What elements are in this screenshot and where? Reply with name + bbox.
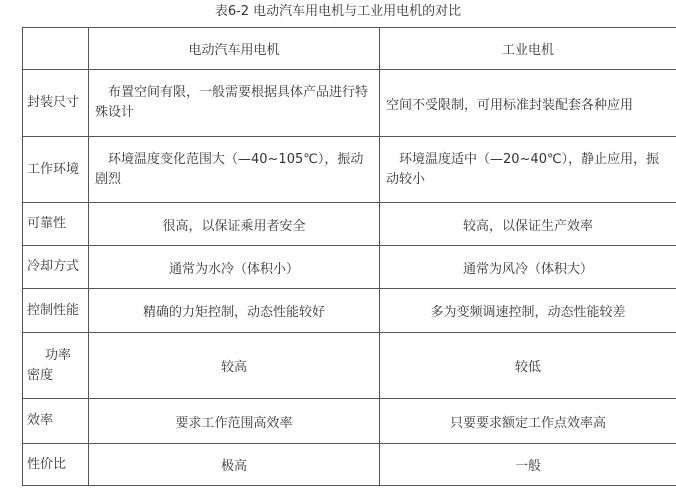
row-label-environment: 工作环境: [23, 137, 89, 203]
row-label-reliability: 可靠性: [23, 203, 89, 246]
cell-ev-reliability: 很高，以保证乘用者安全: [89, 203, 380, 246]
table-header-row: [23, 28, 676, 70]
cell-industrial-size: 空间不受限制，可用标准封装配套各种应用: [380, 70, 676, 137]
row-label-cooling: 冷却方式: [23, 246, 89, 289]
cell-ev-efficiency: 要求工作范围高效率: [89, 399, 380, 444]
cell-ev-cooling: 通常为水冷（体积小）: [89, 246, 380, 289]
table-row: [23, 399, 676, 444]
cell-ev-size: 布置空间有限，一般需要根据具体产品进行特殊设计: [89, 70, 380, 137]
table-row: [23, 203, 676, 246]
cell-industrial-power-density: 较低: [380, 333, 676, 399]
row-label-size: 封装尺寸: [23, 70, 89, 137]
cell-industrial-cooling: 通常为风冷（体积大）: [380, 246, 676, 289]
cell-industrial-environment: 环境温度适中（—20~40℃），静止应用，振动较小: [380, 137, 676, 203]
table-row: [23, 137, 676, 203]
row-label-power-density: [23, 333, 89, 399]
cell-ev-environment: 环境温度变化范围大（—40~105℃），振动剧烈: [89, 137, 380, 203]
cell-ev-power-density: 较高: [89, 333, 380, 399]
table-row: [23, 333, 676, 399]
header-ev-motor: 电动汽车用电机: [89, 28, 380, 70]
comparison-table: [22, 27, 676, 486]
row-label-efficiency: 效率: [23, 399, 89, 444]
row-label-cost-performance: 性价比: [23, 444, 89, 486]
table-row: [23, 70, 676, 137]
row-label-power-density-line2: 密度: [27, 367, 54, 383]
cell-industrial-control: 多为变频调速控制，动态性能较差: [380, 289, 676, 333]
row-label-control: 控制性能: [23, 289, 89, 333]
cell-industrial-efficiency: 只要要求额定工作点效率高: [380, 399, 676, 444]
row-label-power-density-line1: 功率: [45, 347, 72, 363]
cell-industrial-reliability: 较高，以保证生产效率: [380, 203, 676, 246]
cell-ev-control: 精确的力矩控制，动态性能较好: [89, 289, 380, 333]
cell-ev-cost-performance: 极高: [89, 444, 380, 486]
cell-industrial-cost-performance: 一般: [380, 444, 676, 486]
table-caption: 表6-2 电动汽车用电机与工业用电机的对比: [214, 4, 462, 19]
table-row: [23, 289, 676, 333]
header-industrial-motor: 工业电机: [380, 28, 676, 70]
table-row: [23, 444, 676, 486]
table-row: [23, 246, 676, 289]
header-blank-cell: [23, 28, 89, 70]
